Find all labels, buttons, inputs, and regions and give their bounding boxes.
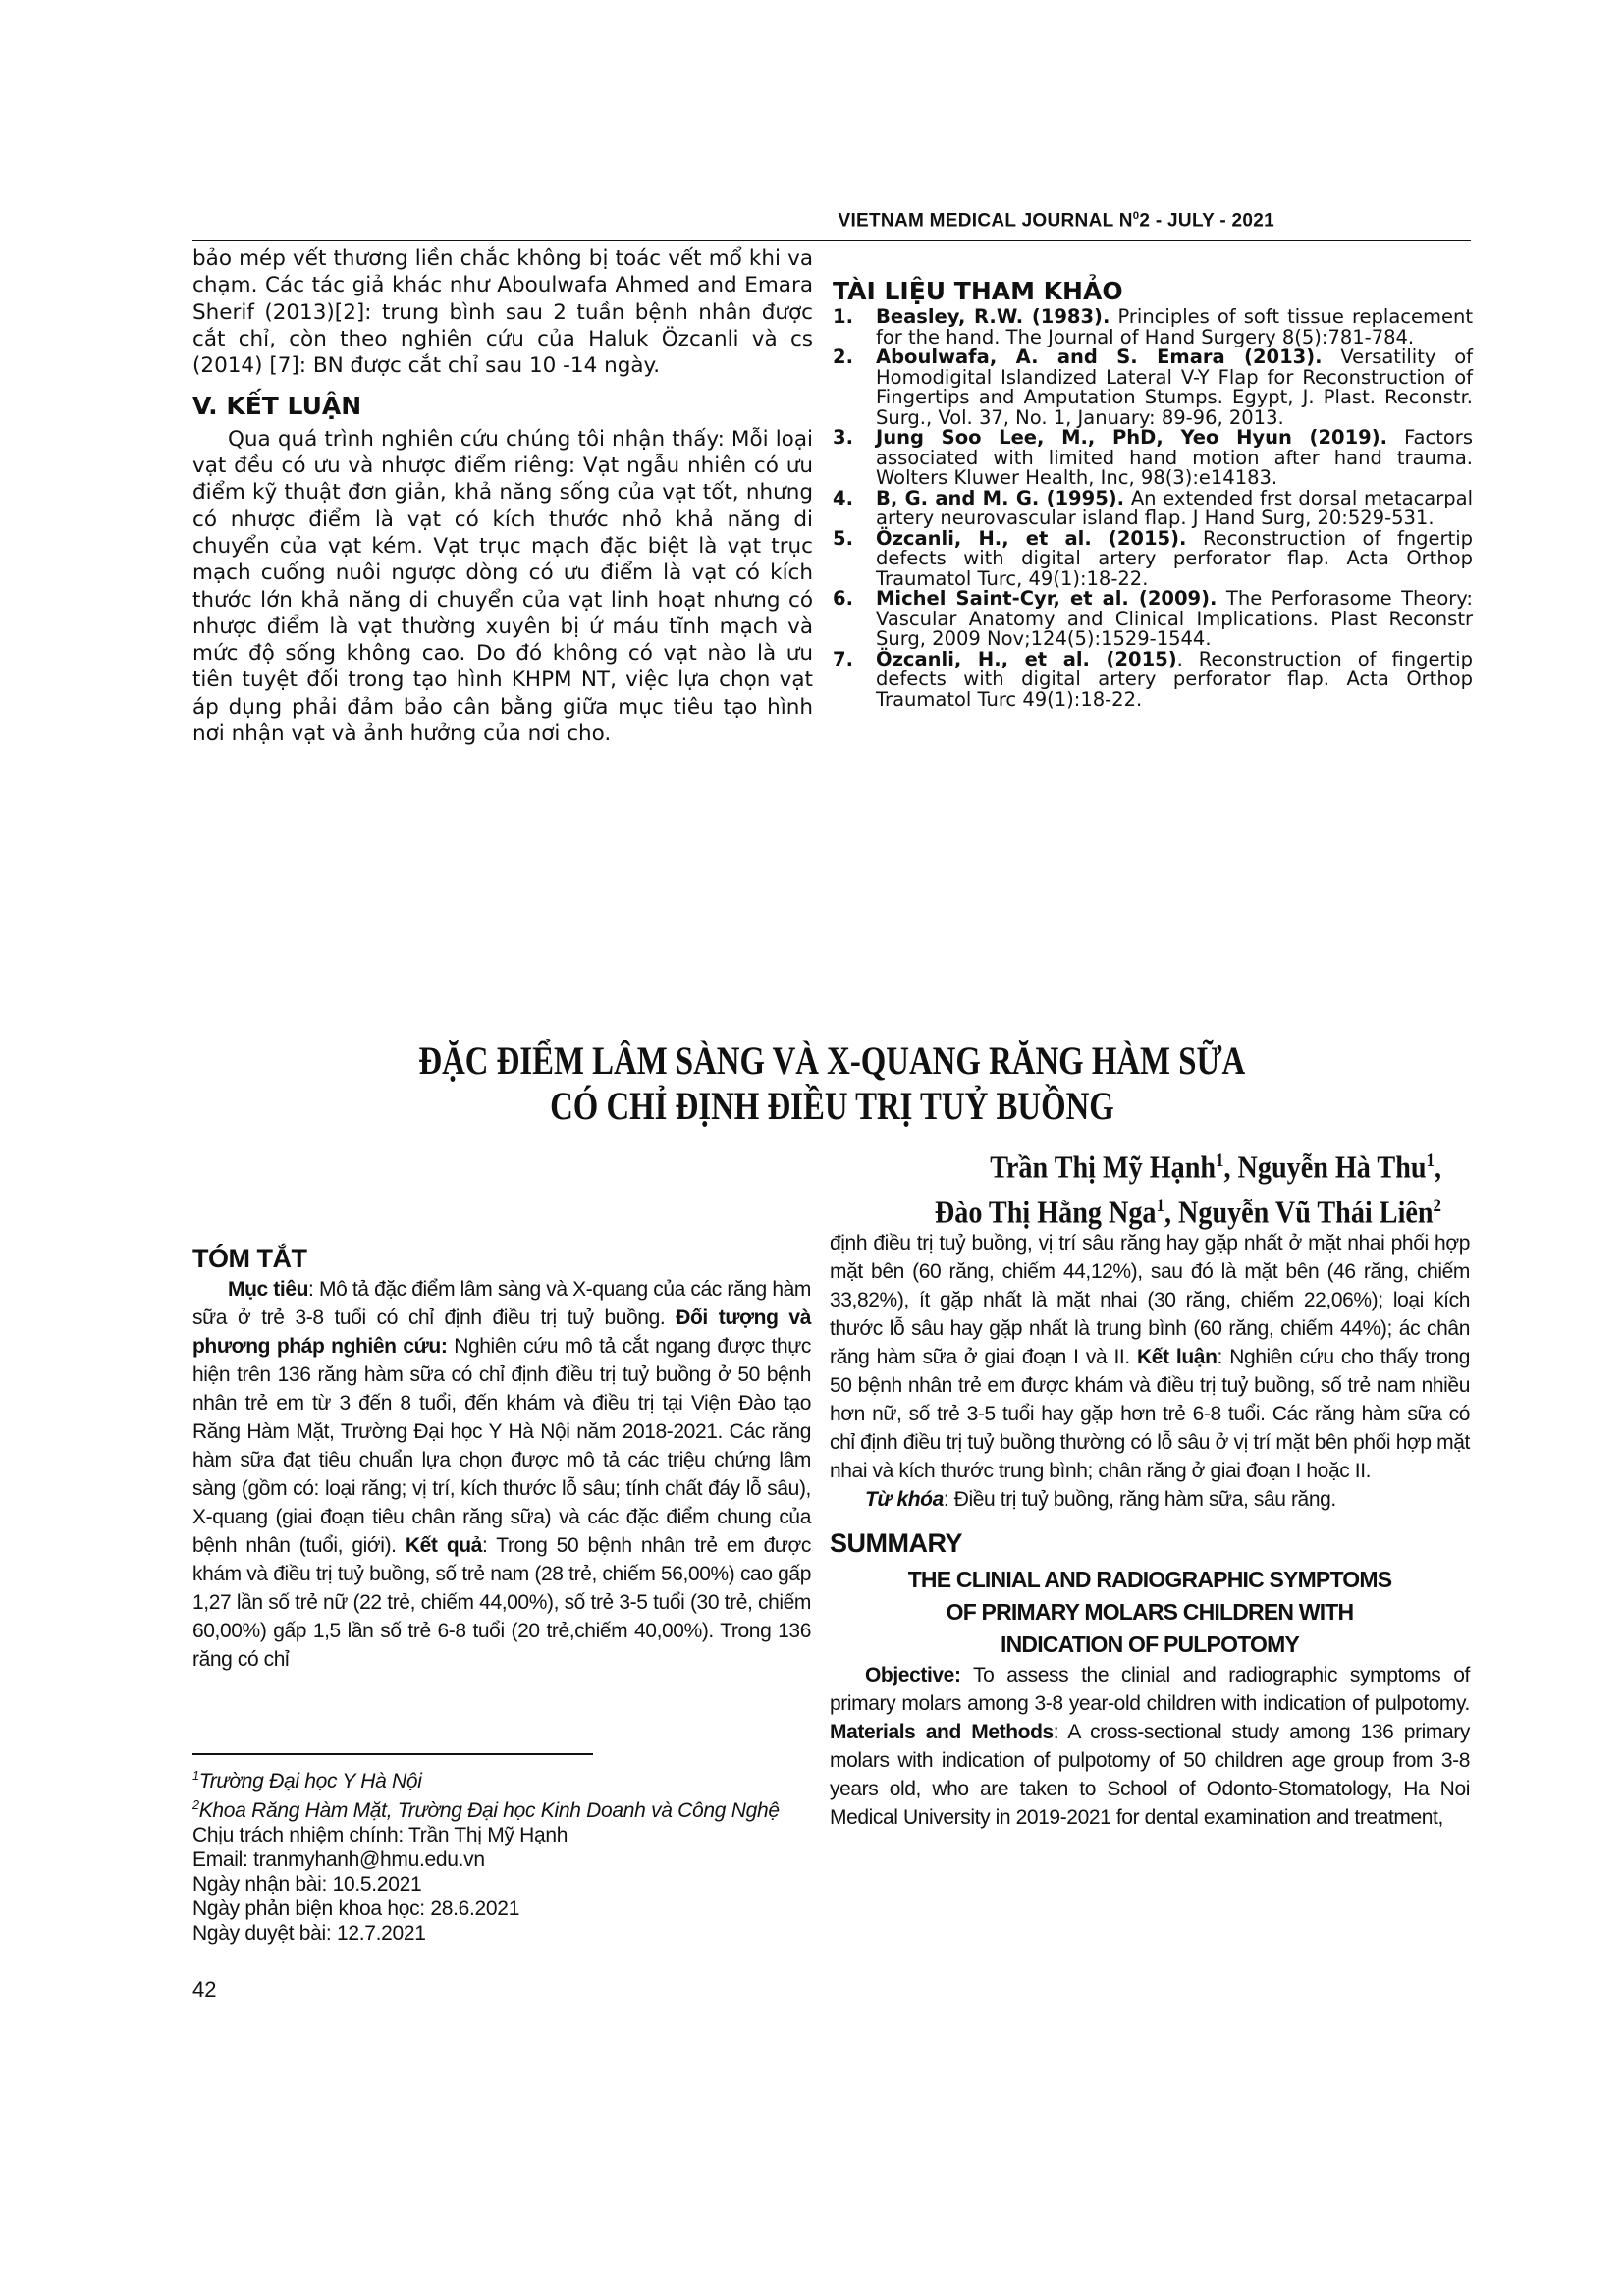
footnote-rule (192, 1753, 593, 1755)
footnotes (192, 1764, 821, 1946)
abstract-paragraph-continued (830, 1229, 1470, 1485)
corresponding-author: Chịu trách nhiệm chính: Trần Thị Mỹ Hạnh (192, 1824, 568, 1846)
english-title-line-3: INDICATION OF PULPOTOMY (1000, 1631, 1300, 1657)
results-text: : Trong 50 bệnh nhân trẻ em được khám và điều trị tuỷ buồng, số trẻ nam (28 trẻ, chiếm 56,00%) cao gấp 1,27 lần số trẻ nữ (22 trẻ, chiếm 44,00%), số trẻ 3-5 tuổi (30 trẻ, chiếm 60,00%) gấp 1,5 lần số trẻ 6-8 tuổi (20 trẻ,chiếm 40,00%). Trong 136 răng có chỉ (192, 1534, 811, 1671)
reference-number: 6. (833, 587, 853, 610)
abstract-right (830, 1229, 1470, 1832)
reference-list (833, 307, 1473, 710)
running-header (192, 210, 1471, 232)
reference-number: 5. (833, 526, 853, 550)
conclusion-label: Kết luận (1137, 1346, 1218, 1368)
previous-article-body (192, 245, 813, 747)
issue-date: 2 - JULY - 2021 (1139, 210, 1274, 232)
reference-text: An extended frst dorsal metacarpal artery neurovascular island flap. J Hand Surg, 20:529-531. (876, 486, 1473, 529)
author-name: Nguyễn Vũ Thái Liên (1178, 1194, 1434, 1230)
reference-item (833, 647, 1473, 711)
abstract-left (192, 1245, 811, 1674)
summary-objective-text: To assess the clinial and radiographic symptoms of primary molars among 3-8 year-old children with indication of pulpotomy. (830, 1664, 1470, 1715)
reference-item (833, 589, 1473, 650)
issue-superscript: 0 (1132, 210, 1140, 222)
authors-line-2: Đào Thị Hằng Nga$^1$, Nguyễn Vũ Thái Liên$^2$ (934, 1194, 1441, 1230)
author-name: Đào Thị Hằng Nga (934, 1194, 1157, 1230)
methods-text: Nghiên cứu mô tả cắt ngang được thực hiện trên 136 răng hàm sữa có chỉ định điều trị tuỷ buồng ở 50 bệnh nhân trẻ em từ 3 đến 8 tuổi, đến khám và điều trị tại Viện Đào tạo Răng Hàm Mặt, Trường Đại học Y Hà Nội năm 2018-2021. Các răng hàm sữa đạt tiêu chuẩn lựa chọn được mô tả các triệu chứng lâm sàng (gồm có: loại răng; vị trí, kích thước lỗ sâu; tính chất đáy lỗ sâu), X-quang (giai đoạn tiêu chân răng sữa) và các đặc điểm chung của bệnh nhân (tuổi, giới). (192, 1335, 811, 1557)
summary-objective-label: Objective: (865, 1664, 961, 1686)
affiliation-1 (192, 1764, 821, 1793)
reference-authors: Özcanli, H., et al. (2015). (876, 526, 1187, 550)
reference-number: 1. (833, 305, 853, 328)
summary-paragraph (830, 1661, 1470, 1832)
reference-text: The Perforasome Theory: Vascular Anatomy and Clinical Implications. Plast Reconstr Surg, 2009 Nov;124(5):1529-1544. (876, 587, 1473, 650)
affiliation-number: 2 (192, 1798, 199, 1812)
reference-item (833, 428, 1473, 489)
review-date: Ngày phản biện khoa học: 28.6.2021 (192, 1897, 520, 1920)
keywords (830, 1485, 1470, 1514)
reference-authors: Özcanli, H., et al. (2015) (876, 647, 1177, 670)
reference-authors: Michel Saint-Cyr, et al. (2009). (876, 587, 1218, 610)
results-label: Kết quả (405, 1534, 482, 1557)
header-rule (192, 240, 1471, 241)
authors-line-1: Trần Thị Mỹ Hạnh$^1$, Nguyễn Hà Thu$^1$, (990, 1148, 1441, 1185)
reference-text: Principles of soft tissue replacement for the hand. The Journal of Hand Surgery 8(5):781-784. (876, 305, 1474, 348)
conclusion-text: : Nghiên cứu cho thấy trong 50 bệnh nhân trẻ em được khám và điều trị tuỷ buồng, số trẻ nam nhiều hơn nữ, số trẻ 3-5 tuổi hay gặp hơn trẻ 6-8 tuổi. Các răng hàm sữa có chỉ định điều trị tuỷ buồng thường có lỗ sâu ở vị trí mặt bên phối hợp mặt nhai và kích thước trung bình; chân răng ở giai đoạn I hoặc II. (830, 1346, 1470, 1482)
reference-authors: Jung Soo Lee, M., PhD, Yeo Hyun (2019). (876, 426, 1388, 449)
discussion-paragraph: bảo mép vết thương liền chắc không bị toác vết mổ khi va chạm. Các tác giả khác như Aboulwafa Ahmed and Emara Sherif (2013)[2]: trung bình sau 2 tuần bệnh nhân được cắt chỉ, còn theo nghiên cứu của Haluk Özcanli và cs (2014) [7]: BN được cắt chỉ sau 10 -14 ngày. (192, 246, 813, 379)
reference-item (833, 486, 1473, 529)
author-name: Trần Thị Mỹ Hạnh (990, 1148, 1217, 1185)
affiliation-mark: 1 (1426, 1150, 1435, 1171)
references-heading: TÀI LIỆU THAM KHẢO (833, 277, 1123, 305)
english-title-line-1: THE CLINIAL AND RADIOGRAPHIC SYMPTOMS (907, 1567, 1392, 1592)
results-text-continued: định điều trị tuỷ buồng, vị trí sâu răng hay gặp nhất ở mặt nhai phối hợp mặt bên (60 răng, chiếm 44,12%), sau đó là mặt bên (46 răng, chiếm 33,82%), ít gặp nhất là mặt nhai (30 răng, chiếm 22,06%); loại kích thước lỗ sâu hay gặp nhất là trung bình (60 răng, chiếm 44%); ác chân răng hàm sữa ở giai đoạn I và II. (830, 1232, 1470, 1368)
conclusion-paragraph: Qua quá trình nghiên cứu chúng tôi nhận thấy: Mỗi loại vạt đều có ưu và nhược điểm riêng: Vạt ngẫu nhiên có ưu điểm kỹ thuật đơn giản, khả năng sống của vạt tốt, nhưng có nhược điểm là vạt có kích thước nhỏ khả năng di chuyển của vạt kém. Vạt trục mạch đặc biệt là vạt trục mạch cuống nuôi ngược dòng có ưu điểm là vạt có kích thước lớn khả năng di chuyển của vạt linh hoạt nhưng có nhược điểm là vạt thường xuyên bị ứ máu tĩnh mạch và mức độ sống không cao. Do đó không có vạt nào là ưu tiên tuyệt đối trong tạo hình KHPM NT, việc lựa chọn vạt áp dụng phải đảm bảo cân bằng giữa mục tiêu tạo hình nơi nhận vạt và ảnh hưởng của nơi cho. (192, 426, 813, 747)
reference-number: 4. (833, 486, 853, 509)
affiliation-mark: 2 (1433, 1195, 1441, 1216)
affiliation-number: 1 (192, 1769, 199, 1783)
methods-label: Đối tượng và phương pháp nghiên cứu: (192, 1307, 811, 1358)
page-number: 42 (192, 1977, 217, 2002)
reference-authors: B, G. and M. G. (1995). (876, 486, 1125, 509)
references (833, 277, 1473, 710)
affiliation-2 (192, 1793, 821, 1823)
abstract-heading: TÓM TẮT (192, 1244, 307, 1273)
reference-text: . Reconstruction of fingertip defects with digital artery perforator flap. Acta Orthop Traumatol Turc 49(1):18-22. (876, 647, 1473, 711)
summary-methods-text: : A cross-sectional study among 136 primary molars with indication of pulpotomy of 50 children age group from 3-8 years old, who are taken to School of Odonto-Stomatology, Ha Noi Medical University in 2019-2021 for dental examination and treatment, (830, 1721, 1470, 1829)
reference-item (833, 347, 1473, 428)
keywords-text: : Điều trị tuỷ buồng, răng hàm sữa, sâu răng. (943, 1488, 1336, 1511)
reference-number: 3. (833, 426, 853, 449)
conclusion-heading: V. KẾT LUẬN (192, 392, 362, 421)
received-date: Ngày nhận bài: 10.5.2021 (192, 1873, 422, 1896)
affiliation-mark: 1 (1216, 1150, 1224, 1171)
article-title (192, 1039, 1471, 1129)
affiliation-text: Trường Đại học Y Hà Nội (198, 1770, 422, 1792)
objective-text: : Mô tả đặc điểm lâm sàng và X-quang của các răng hàm sữa ở trẻ 3-8 tuổi có chỉ định điều trị tuỷ buồng. (192, 1278, 811, 1329)
summary-methods-label: Materials and Methods (830, 1721, 1054, 1743)
author-name: Nguyễn Hà Thu (1237, 1148, 1427, 1185)
reference-text: Versatility of Homodigital Islandized Lateral V-Y Flap for Reconstruction of Fingertips and Amputation Stumps. Egypt, J. Plast. Reconstr. Surg., Vol. 37, No. 1, January: 89-96, 2013. (876, 346, 1473, 429)
reference-text: Reconstruction of fngertip defects with digital artery perforator flap. Acta Orthop Traumatol Turc, 49(1):18-22. (876, 526, 1473, 590)
accepted-date: Ngày duyệt bài: 12.7.2021 (192, 1922, 426, 1945)
author-list (687, 1142, 1441, 1231)
english-title-line-2: OF PRIMARY MOLARS CHILDREN WITH (946, 1599, 1354, 1625)
reference-authors: Aboulwafa, A. and S. Emara (2013). (876, 346, 1323, 368)
journal-name: VIETNAM MEDICAL JOURNAL N (838, 210, 1133, 232)
reference-number: 7. (833, 647, 853, 670)
reference-number: 2. (833, 346, 853, 368)
objective-label: Mục tiêu (228, 1278, 309, 1301)
abstract-paragraph (192, 1275, 811, 1674)
affiliation-mark: 1 (1156, 1195, 1164, 1216)
summary-heading: SUMMARY (830, 1528, 962, 1558)
email: Email: tranmyhanh@hmu.edu.vn (192, 1848, 485, 1871)
title-line-1: ĐẶC ĐIỂM LÂM SÀNG VÀ X-QUANG RĂNG HÀM SỮA (418, 1039, 1245, 1083)
reference-item (833, 307, 1473, 347)
title-line-2: CÓ CHỈ ĐỊNH ĐIỀU TRỊ TUỶ BUỒNG (549, 1084, 1114, 1128)
reference-authors: Beasley, R.W. (1983). (876, 305, 1110, 328)
affiliation-text: Khoa Răng Hàm Mặt, Trường Đại học Kinh Doanh và Công Nghệ (198, 1799, 780, 1822)
reference-item (833, 526, 1473, 590)
reference-text: Factors associated with limited hand motion after hand trauma. Wolters Kluwer Health, Inc, 98(3):e14183. (876, 426, 1473, 489)
keywords-label: Từ khóa (865, 1488, 944, 1511)
